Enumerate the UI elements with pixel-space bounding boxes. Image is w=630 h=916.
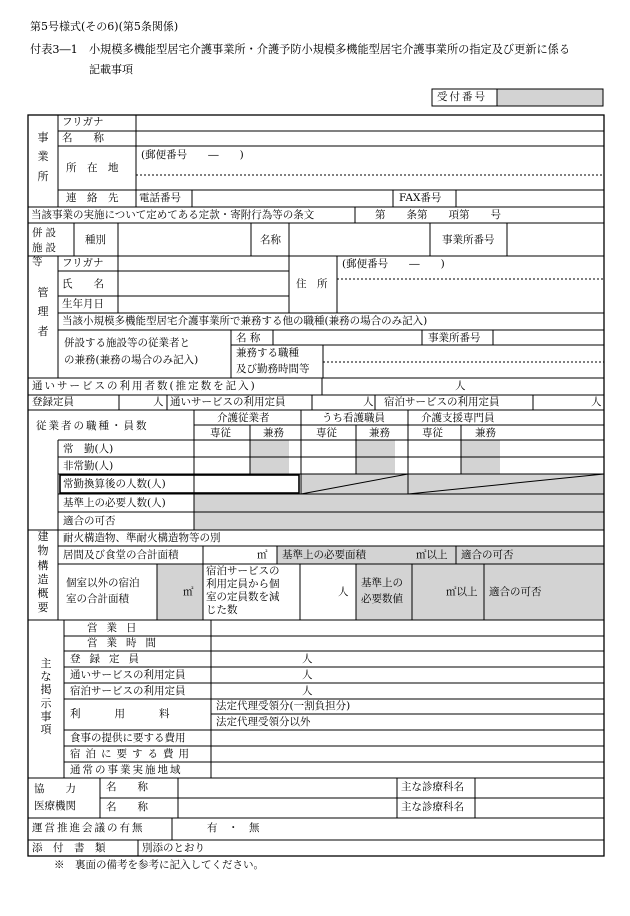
registered-capacity-label: 登録定員 bbox=[32, 396, 74, 408]
office-location-label: 所 在 地 bbox=[66, 162, 119, 174]
required-value-unit: ㎡以上 bbox=[446, 586, 478, 598]
article-number[interactable]: 第 条第 項第 号 bbox=[375, 209, 501, 221]
required-area-label: 基準上の必要面積 bbox=[282, 549, 366, 561]
combined-office-no-label: 事業所番号 bbox=[442, 234, 495, 246]
annex-title-cont: 記載事項 bbox=[89, 63, 133, 76]
col-care-worker: 介護従業者 bbox=[217, 412, 270, 424]
coop-label-cont: 医療機関 bbox=[34, 800, 76, 812]
nurse-fulltime: 専従 bbox=[316, 427, 337, 439]
manager-name-label: 氏 名 bbox=[62, 278, 104, 290]
stay-seats-label: 宿泊サービスの bbox=[206, 565, 280, 577]
receipt-number-label: 受付番号 bbox=[437, 91, 487, 103]
fax-label: FAX番号 bbox=[399, 192, 442, 204]
attachments-label: 添 付 書 類 bbox=[32, 842, 106, 854]
registered-capacity-unit: 人 bbox=[153, 396, 164, 408]
coop-dept-label-2: 主な診療科名 bbox=[401, 801, 464, 813]
meeting-label: 運営推進会議の有無 bbox=[32, 822, 145, 834]
receipt-number-field[interactable] bbox=[498, 90, 602, 105]
footnote: ※ 裏面の備考を参考に記入してください。 bbox=[54, 859, 264, 871]
day-capacity-unit: 人 bbox=[363, 396, 374, 408]
coop-label: 協 力 bbox=[34, 783, 76, 795]
manager-section-label: 管理者 bbox=[37, 286, 49, 338]
nurse-parttime: 兼務 bbox=[369, 427, 390, 439]
required-area-unit: ㎡以上 bbox=[416, 549, 448, 561]
coop-name-label-1: 名 称 bbox=[106, 781, 148, 793]
phone-label: 電話番号 bbox=[139, 192, 181, 204]
item-service-area: 通常の事業実施地域 bbox=[70, 764, 183, 776]
manager-address-label: 住 所 bbox=[296, 278, 328, 290]
office-contact-label: 連 絡 先 bbox=[66, 192, 119, 204]
item-meal-cost: 食事の提供に要する費用 bbox=[70, 732, 186, 744]
col-care-manager: 介護支援専門員 bbox=[421, 412, 495, 424]
living-area-label: 居間及び食堂の合計面積 bbox=[63, 549, 179, 561]
manager-birth-label: 生年月日 bbox=[62, 298, 104, 310]
day-users-label: 通いサービスの利用者数(推定数を記入) bbox=[32, 380, 257, 392]
care-parttime: 兼務 bbox=[263, 427, 284, 439]
job-label: 兼務する職種 bbox=[236, 347, 299, 359]
stay-seats-label-4: じた数 bbox=[206, 604, 238, 616]
cm-fulltime: 専従 bbox=[422, 427, 443, 439]
meeting-value[interactable]: 有 ・ 無 bbox=[207, 822, 260, 834]
row-fte: 常勤換算後の人数(人) bbox=[63, 478, 166, 490]
stay-capacity-label: 宿泊サービスの利用定員 bbox=[384, 396, 500, 408]
facility-office-no-label: 事業所番号 bbox=[428, 332, 481, 344]
item-registered-unit: 人 bbox=[302, 653, 313, 665]
room-fit-label: 適合の可否 bbox=[489, 586, 542, 598]
cm-parttime: 兼務 bbox=[475, 427, 496, 439]
row-compliance: 適合の可否 bbox=[63, 515, 116, 527]
col-nurse: うち看護職員 bbox=[322, 412, 385, 424]
item-stay-cost: 宿泊に要する費用 bbox=[70, 748, 194, 760]
required-value-label: 基準上の bbox=[361, 577, 403, 589]
office-name-label: 名 称 bbox=[62, 132, 104, 144]
item-stay-capacity-unit: 人 bbox=[302, 685, 313, 697]
item-business-days: 営業日 bbox=[87, 622, 146, 634]
coop-dept-label-1: 主な診療科名 bbox=[401, 781, 464, 793]
living-area-unit: ㎡ bbox=[257, 549, 268, 561]
combined-type-label: 種別 bbox=[85, 234, 106, 246]
other-jobs-label: 当該小規模多機能型居宅介護事業所で兼務する他の職種(兼務の場合のみ記入) bbox=[62, 315, 428, 327]
combined-name-label: 名称 bbox=[260, 234, 281, 246]
combined-staff-label: 併設する施設等の従業者と bbox=[64, 337, 190, 349]
attachments-value: 別添のとおり bbox=[142, 842, 205, 854]
combined-staff-label-cont: の兼務(兼務の場合のみ記入) bbox=[64, 354, 199, 366]
coop-name-label-2: 名 称 bbox=[106, 801, 148, 813]
stay-seats-label-3: 室の定員数を減 bbox=[206, 591, 280, 603]
stay-seats-unit: 人 bbox=[338, 586, 349, 598]
required-value-label-cont: 必要数値 bbox=[361, 593, 403, 605]
item-fees: 利用料 bbox=[70, 708, 204, 720]
care-fulltime: 専従 bbox=[210, 427, 231, 439]
facility-name-label: 名 称 bbox=[236, 332, 261, 344]
fireproof-label: 耐火構造物、準耐火構造物等の別 bbox=[63, 532, 221, 544]
item-registered: 登録定員 bbox=[70, 653, 148, 665]
area-fit-label: 適合の可否 bbox=[461, 549, 514, 561]
form-number: 第5号様式(その6)(第5条関係) bbox=[30, 20, 179, 33]
job-label-cont: 及び勤務時間等 bbox=[236, 363, 310, 375]
room-area-unit: ㎡ bbox=[183, 586, 194, 598]
item-day-capacity: 通いサービスの利用定員 bbox=[70, 669, 186, 681]
office-section-label: 事業所 bbox=[37, 131, 49, 183]
item-stay-capacity: 宿泊サービスの利用定員 bbox=[70, 685, 186, 697]
building-section-label: 建物構造概要 bbox=[37, 530, 49, 615]
room-area-label-cont: 室の合計面積 bbox=[66, 593, 129, 605]
row-parttime: 非常勤(人) bbox=[63, 460, 114, 472]
fee-covered-label: 法定代理受領分(一割負担分) bbox=[216, 700, 351, 712]
manager-postal-code[interactable]: (郵便番号 ― ) bbox=[342, 258, 445, 270]
stay-seats-label-2: 利用定員から個 bbox=[206, 578, 280, 590]
item-day-capacity-unit: 人 bbox=[302, 669, 313, 681]
combined-facility-label: 併設施設等 bbox=[32, 227, 59, 269]
room-area-label: 個室以外の宿泊 bbox=[66, 577, 140, 589]
articles-label: 当該事業の実施について定めてある定款・寄附行為等の条文 bbox=[31, 209, 315, 221]
item-business-hours: 営業時間 bbox=[87, 637, 165, 649]
fee-other-label: 法定代理受領分以外 bbox=[216, 716, 311, 728]
manager-furigana-label: フリガナ bbox=[62, 257, 104, 269]
staff-header: 従業者の職種・員数 bbox=[36, 420, 149, 432]
row-required: 基準上の必要人数(人) bbox=[63, 497, 166, 509]
row-fulltime: 常 勤(人) bbox=[63, 443, 114, 455]
day-users-unit: 人 bbox=[455, 380, 466, 392]
annex-title: 付表3―1 小規模多機能型居宅介護事業所・介護予防小規模多機能型居宅介護事業所の指定及び更新に係る bbox=[30, 43, 571, 56]
day-capacity-label: 通いサービスの利用定員 bbox=[170, 396, 286, 408]
office-postal-code[interactable]: (郵便番号 ― ) bbox=[141, 149, 244, 161]
items-section-label: 主な掲示事項 bbox=[40, 657, 52, 736]
stay-capacity-unit: 人 bbox=[591, 396, 602, 408]
office-furigana-label: フリガナ bbox=[62, 116, 104, 128]
